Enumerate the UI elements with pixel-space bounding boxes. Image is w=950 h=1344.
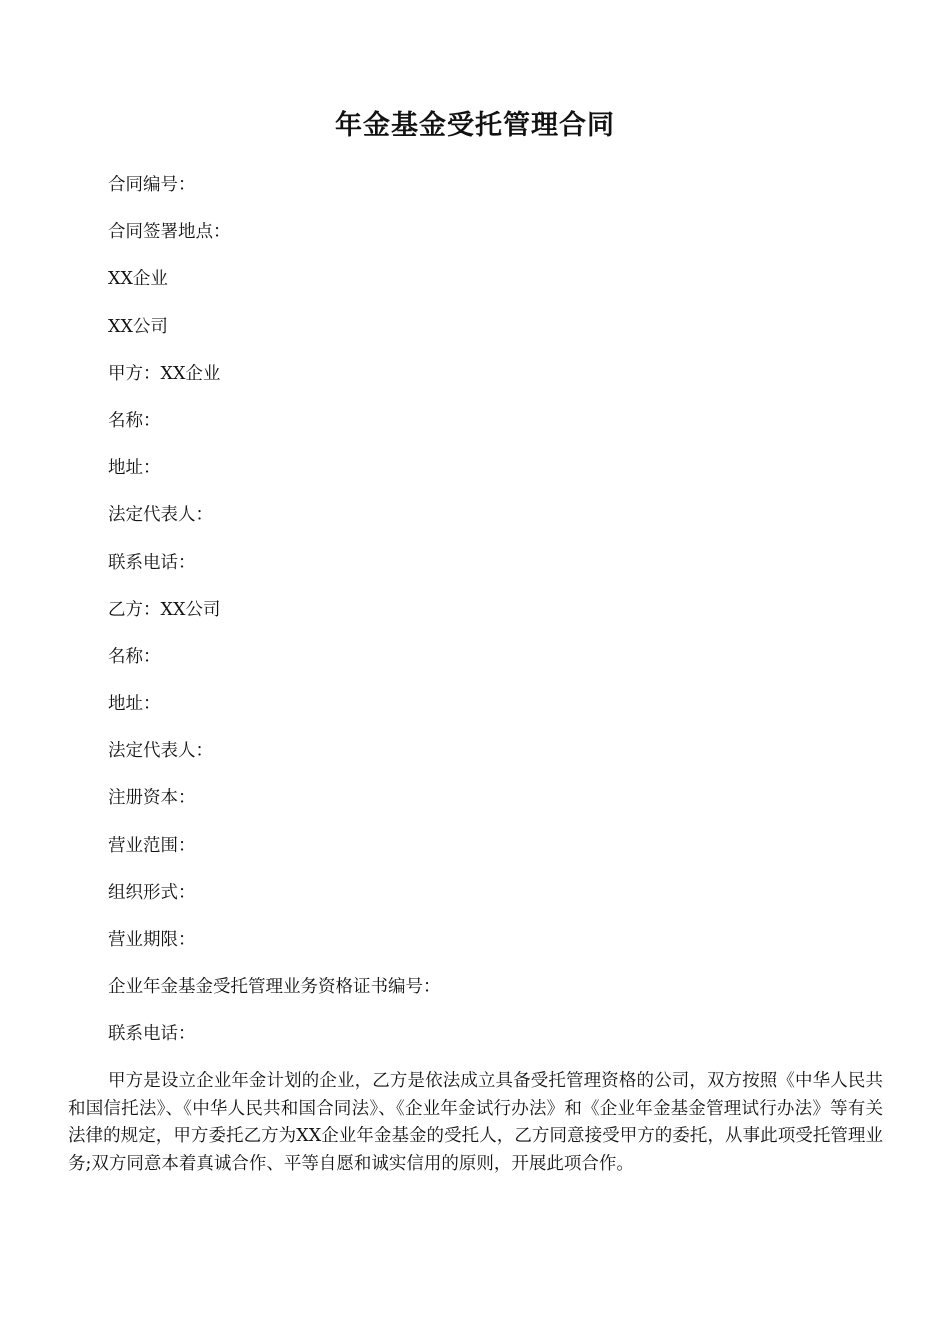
field-company: XX公司 xyxy=(108,316,168,337)
field-enterprise: XX企业 xyxy=(108,269,168,290)
field-contract-number: 合同编号： xyxy=(108,175,196,195)
field-organization-form: 组织形式： xyxy=(108,882,196,903)
field-party-a-legal-rep: 法定代表人： xyxy=(108,505,213,526)
field-registered-capital: 注册资本： xyxy=(108,788,196,809)
field-party-a-phone: 联系电话： xyxy=(108,552,196,573)
document-title: 年金基金受托管理合同 xyxy=(335,110,615,141)
field-party-b-address: 地址： xyxy=(108,694,161,715)
field-party-b: 乙方：XX公司 xyxy=(108,599,221,620)
preamble-paragraph: 甲方是设立企业年金计划的企业，乙方是依法成立具备受托管理资格的公司，双方按照《中华人民共和国信托法》、《中华人民共和国合同法》、《企业年金试行办法》和《企业年金基金管理试行办法》等有关法律的规定，甲方委托乙方为XX企业年金基金的受托人，乙方同意接受甲方的委托，从事此项受托管理业务;双方同意本着真诚合作、平等自愿和诚实信用的原则，开展此项合作。 xyxy=(68,1071,883,1174)
contract-fields xyxy=(108,170,888,1067)
field-party-b-legal-rep: 法定代表人： xyxy=(108,741,213,762)
field-party-a-address: 地址： xyxy=(108,458,161,479)
field-party-b-phone: 联系电话： xyxy=(108,1024,196,1045)
field-party-b-name: 名称： xyxy=(108,646,161,667)
field-party-a: 甲方：XX企业 xyxy=(108,363,221,384)
field-business-term: 营业期限： xyxy=(108,930,196,950)
field-party-a-name: 名称： xyxy=(108,410,161,431)
field-business-scope: 营业范围： xyxy=(108,835,196,856)
field-signing-place: 合同签署地点： xyxy=(108,222,231,243)
field-license-number: 企业年金基金受托管理业务资格证书编号： xyxy=(108,977,441,998)
